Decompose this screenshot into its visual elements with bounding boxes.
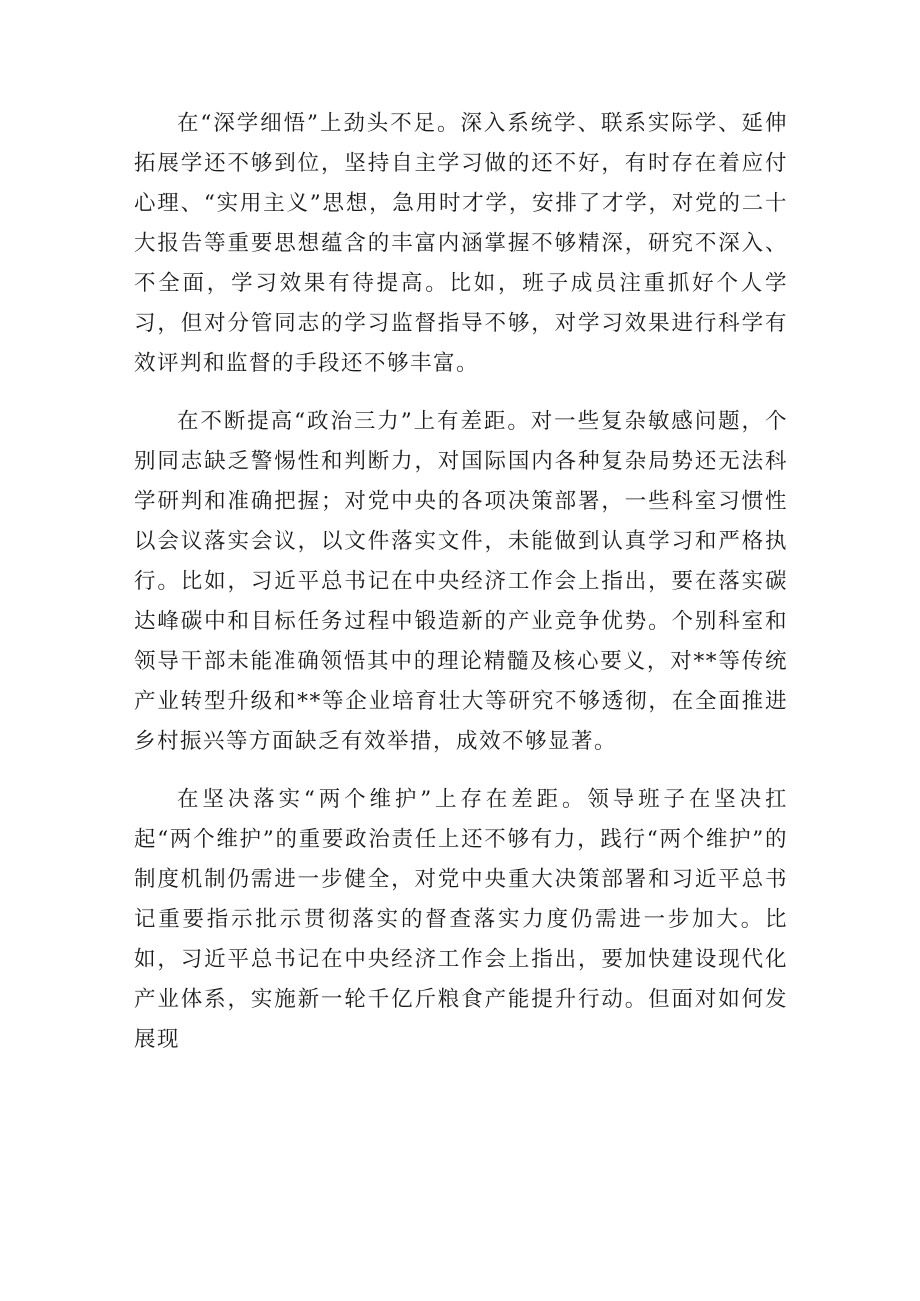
document-body [134, 104, 788, 1078]
paragraph-deep-study: 在“深学细悟”上劲头不足。深入系统学、联系实际学、延伸拓展学还不够到位，坚持自主学习做的还不好，有时存在着应付心理、“实用主义”思想，急用时才学，安排了才学，对党的二十大报告等重要思想蕴含的丰富内涵掌握不够精深，研究不深入、不全面，学习效果有待提高。比如，班子成员注重抓好个人学习，但对分管同志的学习监督指导不够，对学习效果进行科学有效评判和监督的手段还不够丰富。 [134, 111, 788, 376]
paragraph-political-capacity: 在不断提高“政治三力”上有差距。对一些复杂敏感问题，个别同志缺乏警惕性和判断力，对国际国内各种复杂局势还无法科学研判和准确把握；对党中央的各项决策部署，一些科室习惯性以会议落实会议，以文件落实文件，未能做到认真学习和严格执行。比如，习近平总书记在中央经济工作会上指出，要在落实碳达峰碳中和目标任务过程中锻造新的产业竞争优势。个别科室和领导干部未能准确领悟其中的理论精髓及核心要义，对**等传统产业转型升级和**等企业培育壮大等研究不够透彻，在全面推进乡村振兴等方面缺乏有效举措，成效不够显著。 [134, 409, 788, 754]
paragraph-two-safeguards: 在坚决落实“两个维护”上存在差距。领导班子在坚决扛起“两个维护”的重要政治责任上还不够有力，践行“两个维护”的制度机制仍需进一步健全，对党中央重大决策部署和习近平总书记重要指示批示贯彻落实的督查落实力度仍需进一步加大。比如，习近平总书记在中央经济工作会上指出，要加快建设现代化产业体系，实施新一轮千亿斤粮食产能提升行动。但面对如何发展现 [134, 787, 788, 1052]
